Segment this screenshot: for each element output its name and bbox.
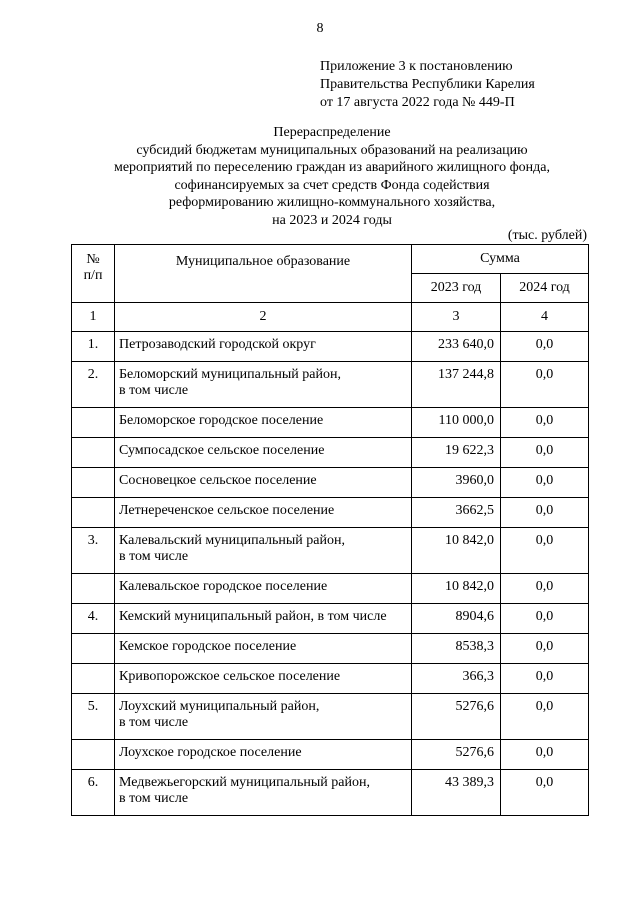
amount-2023: 3662,5	[412, 498, 501, 528]
table-row	[72, 574, 589, 604]
title-line: реформированию жилищно-коммунального хозяйства,	[168, 195, 496, 211]
header-year-2024: 2024 год	[501, 274, 589, 303]
row-number: 3.	[72, 528, 115, 574]
municipality-name-line: Беломорское городское поселение	[119, 413, 324, 428]
row-number	[72, 498, 115, 528]
municipality-name-line: в том числе	[119, 383, 189, 398]
municipality-name	[115, 408, 412, 438]
municipality-name-line: Кемское городское поселение	[119, 639, 297, 654]
municipality-name-line: Лоухский муниципальный район,	[119, 699, 320, 714]
column-number: 2	[115, 303, 412, 332]
page-number: 8	[316, 21, 324, 36]
amount-2023: 10 842,0	[412, 528, 501, 574]
header-num-line: п/п	[83, 268, 103, 283]
appendix-line: от 17 августа 2022 года № 449-П	[320, 95, 515, 110]
row-number: 1.	[72, 332, 115, 362]
table-row	[72, 634, 589, 664]
row-number	[72, 468, 115, 498]
row-number: 2.	[72, 362, 115, 408]
amount-2023: 5276,6	[412, 740, 501, 770]
amount-2023: 8904,6	[412, 604, 501, 634]
municipality-name-line: Кривопорожское сельское поселение	[119, 669, 341, 684]
table-row	[72, 362, 589, 408]
municipality-name-line: Летнереченское сельское поселение	[119, 503, 335, 518]
municipality-name	[115, 634, 412, 664]
appendix-line: Приложение 3 к постановлению	[320, 59, 513, 74]
table-row	[72, 332, 589, 362]
amount-2023: 110 000,0	[412, 408, 501, 438]
municipality-name-line: Калевальское городское поселение	[119, 579, 328, 594]
municipality-name-line: Кемский муниципальный район, в том числе	[119, 609, 387, 624]
amount-2023: 19 622,3	[412, 438, 501, 468]
header-name: Муниципальное образование	[115, 245, 412, 303]
amount-2023: 137 244,8	[412, 362, 501, 408]
amount-2024: 0,0	[501, 664, 589, 694]
amount-2024: 0,0	[501, 740, 589, 770]
row-number	[72, 664, 115, 694]
municipality-name	[115, 604, 412, 634]
appendix-reference	[320, 58, 535, 112]
municipality-name-line: Петрозаводский городской округ	[119, 337, 316, 352]
amount-2023: 366,3	[412, 664, 501, 694]
municipality-name	[115, 664, 412, 694]
municipality-name	[115, 574, 412, 604]
table-row	[72, 498, 589, 528]
amount-2023: 5276,6	[412, 694, 501, 740]
header-year-2023: 2023 год	[412, 274, 501, 303]
amount-2024: 0,0	[501, 574, 589, 604]
municipality-name	[115, 694, 412, 740]
municipality-name	[115, 498, 412, 528]
municipality-name	[115, 362, 412, 408]
table-header-row	[72, 245, 589, 274]
amount-2024: 0,0	[501, 694, 589, 740]
amount-2023: 233 640,0	[412, 332, 501, 362]
municipality-name	[115, 740, 412, 770]
document-title	[0, 124, 640, 230]
title-line: Перераспределение	[273, 125, 391, 140]
amount-2023: 3960,0	[412, 468, 501, 498]
table-row	[72, 694, 589, 740]
row-number	[72, 574, 115, 604]
row-number: 6.	[72, 770, 115, 816]
municipality-name	[115, 438, 412, 468]
amount-2023: 43 389,3	[412, 770, 501, 816]
column-number: 3	[412, 303, 501, 332]
header-sum: Сумма	[412, 245, 589, 274]
municipality-name-line: Беломорский муниципальный район,	[119, 367, 341, 382]
amount-2023: 10 842,0	[412, 574, 501, 604]
row-number	[72, 438, 115, 468]
municipality-name-line: в том числе	[119, 715, 189, 730]
municipality-name-line: в том числе	[119, 549, 189, 564]
table-row	[72, 604, 589, 634]
amount-2024: 0,0	[501, 468, 589, 498]
title-line: субсидий бюджетам муниципальных образований на реализацию	[136, 142, 528, 158]
column-number: 4	[501, 303, 589, 332]
header-num	[72, 245, 115, 303]
amount-2024: 0,0	[501, 604, 589, 634]
municipality-name-line: Калевальский муниципальный район,	[119, 533, 345, 548]
row-number: 5.	[72, 694, 115, 740]
table-row	[72, 468, 589, 498]
table-row	[72, 408, 589, 438]
amount-2024: 0,0	[501, 332, 589, 362]
table-row	[72, 740, 589, 770]
subsidy-table	[71, 244, 589, 816]
municipality-name-line: Сосновецкое сельское поселение	[119, 473, 317, 488]
municipality-name-line: Медвежьегорский муниципальный район,	[119, 775, 370, 790]
table-row	[72, 438, 589, 468]
table-row	[72, 664, 589, 694]
column-number: 1	[72, 303, 115, 332]
title-line: софинансируемых за счет средств Фонда содействия	[174, 177, 490, 193]
municipality-name	[115, 528, 412, 574]
row-number	[72, 634, 115, 664]
row-number: 4.	[72, 604, 115, 634]
units-label: (тыс. рублей)	[507, 228, 587, 243]
appendix-line: Правительства Республики Карелия	[320, 77, 535, 92]
column-numbers-row	[72, 303, 589, 332]
amount-2024: 0,0	[501, 362, 589, 408]
row-number	[72, 740, 115, 770]
amount-2024: 0,0	[501, 408, 589, 438]
municipality-name	[115, 332, 412, 362]
row-number	[72, 408, 115, 438]
title-line: мероприятий по переселению граждан из аварийного жилищного фонда,	[113, 160, 551, 176]
title-line: на 2023 и 2024 годы	[272, 212, 392, 228]
municipality-name-line: Лоухское городское поселение	[119, 745, 302, 760]
amount-2024: 0,0	[501, 634, 589, 664]
municipality-name-line: Сумпосадское сельское поселение	[119, 443, 325, 458]
table-row	[72, 528, 589, 574]
table-row	[72, 770, 589, 816]
municipality-name	[115, 770, 412, 816]
amount-2024: 0,0	[501, 438, 589, 468]
amount-2024: 0,0	[501, 770, 589, 816]
municipality-name-line: в том числе	[119, 791, 189, 806]
amount-2023: 8538,3	[412, 634, 501, 664]
header-num-line: №	[86, 252, 100, 267]
amount-2024: 0,0	[501, 528, 589, 574]
amount-2024: 0,0	[501, 498, 589, 528]
municipality-name	[115, 468, 412, 498]
